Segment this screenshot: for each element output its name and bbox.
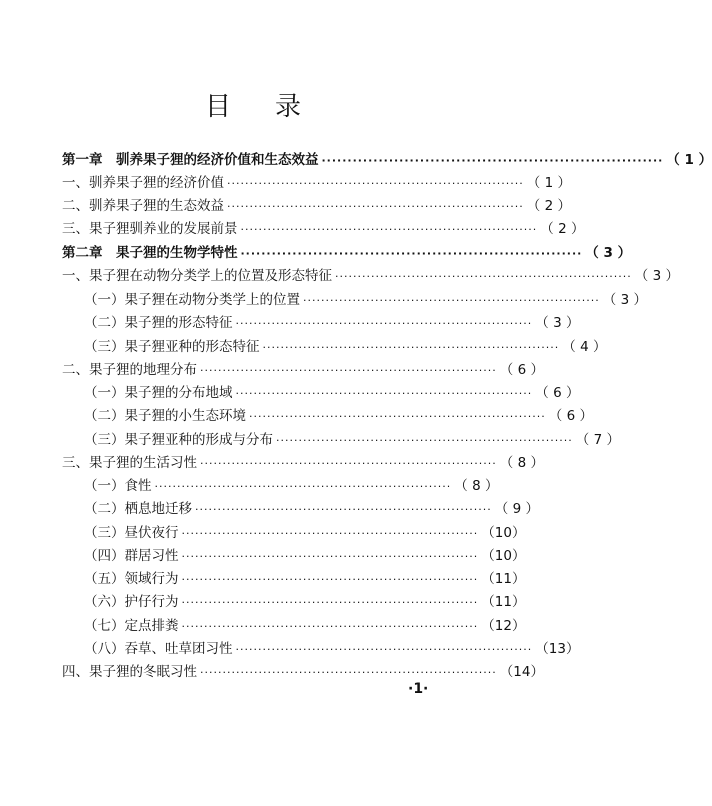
toc-subsection-entry[interactable] — [0, 288, 647, 308]
toc-entry-label: （三）果子狸亚种的形成与分布 — [84, 432, 273, 448]
toc-subsection-entry[interactable] — [0, 544, 526, 564]
toc-entry-label: （七）定点排粪 — [84, 618, 179, 634]
toc-subsection-entry[interactable] — [0, 590, 526, 610]
toc-subsection-entry[interactable] — [0, 497, 539, 517]
toc-entry-page: （ 6 ） — [535, 385, 580, 401]
toc-entry-label: （三）昼伏夜行 — [84, 525, 179, 541]
toc-entry-label: 二、果子狸的地理分布 — [62, 362, 197, 378]
page-folio: ·1· — [408, 681, 429, 697]
toc-title-char-1: 目 — [204, 92, 231, 122]
toc-subsection-entry[interactable] — [0, 428, 620, 448]
toc-entry-label: （二）果子狸的形态特征 — [84, 315, 233, 331]
toc-entry-page: （ 1 ） — [666, 152, 712, 168]
toc-entry-label: （四）群居习性 — [84, 548, 179, 564]
toc-title — [0, 86, 506, 123]
toc-entry-page: （ 7 ） — [575, 432, 620, 448]
toc-entry-page: （ 2 ） — [540, 221, 585, 237]
dot-leader: ·································································· — [249, 410, 546, 423]
dot-leader: ·································································· — [303, 294, 600, 307]
toc-entry-label: 二、驯养果子狸的生态效益 — [62, 198, 224, 214]
toc-entry-page: （ 3 ） — [602, 292, 647, 308]
toc-subsection-entry[interactable] — [0, 381, 580, 401]
toc-entry-page: （ 4 ） — [562, 339, 607, 355]
dot-leader: ·································································· — [200, 364, 497, 377]
dot-leader: ·································································· — [181, 596, 479, 609]
dot-leader: ·································································· — [235, 317, 533, 330]
toc-entry-label: 第二章 果子狸的生物学特性 — [62, 245, 238, 261]
toc-entry-page: （10） — [481, 548, 526, 564]
dot-leader: ·································································· — [181, 573, 479, 586]
toc-entry-page: （ 6 ） — [548, 408, 593, 424]
dot-leader: ·································································· — [181, 550, 479, 563]
toc-entry-label: 一、驯养果子狸的经济价值 — [62, 175, 224, 191]
dot-leader: ·································································· — [227, 177, 524, 190]
toc-section-entry[interactable] — [0, 451, 544, 471]
dot-leader: ·································································· — [240, 247, 583, 260]
dot-leader: ·································································· — [235, 643, 533, 656]
dot-leader: ·································································· — [262, 341, 560, 354]
toc-entry-page: （ 6 ） — [499, 362, 544, 378]
toc-entry-page: （ 9 ） — [494, 501, 539, 517]
dot-leader: ·································································· — [200, 457, 497, 470]
toc-entry-label: 第一章 驯养果子狸的经济价值和生态效益 — [62, 152, 319, 168]
toc-entry-label: （二）果子狸的小生态环境 — [84, 408, 246, 424]
dot-leader: ·································································· — [227, 200, 524, 213]
dot-leader: ·································································· — [321, 154, 664, 167]
toc-subsection-entry[interactable] — [0, 567, 526, 587]
toc-entry-label: 四、果子狸的冬眠习性 — [62, 664, 197, 680]
toc-entry-label: 三、果子狸驯养业的发展前景 — [62, 221, 238, 237]
toc-section-entry[interactable] — [0, 171, 571, 191]
toc-entry-label: （八）吞草、吐草团习性 — [84, 641, 233, 657]
toc-subsection-entry[interactable] — [0, 335, 607, 355]
toc-subsection-entry[interactable] — [0, 521, 526, 541]
toc-entry-page: （ 8 ） — [454, 478, 499, 494]
toc-entry-page: （13） — [535, 641, 580, 657]
dot-leader: ·································································· — [335, 270, 632, 283]
dot-leader: ·································································· — [181, 620, 479, 633]
toc-section-entry[interactable] — [0, 194, 571, 214]
toc-entry-page: （ 3 ） — [634, 268, 679, 284]
toc-entry-label: （二）栖息地迁移 — [84, 501, 192, 517]
toc-entry-page: （10） — [481, 525, 526, 541]
toc-entry-page: （ 8 ） — [499, 455, 544, 471]
toc-entry-page: （ 1 ） — [526, 175, 571, 191]
toc-chapter-entry[interactable] — [0, 148, 712, 168]
dot-leader: ·································································· — [195, 503, 492, 516]
toc-entry-page: （ 2 ） — [526, 198, 571, 214]
dot-leader: ·································································· — [200, 666, 497, 679]
toc-subsection-entry[interactable] — [0, 311, 580, 331]
toc-subsection-entry[interactable] — [0, 637, 580, 657]
toc-title-char-2: 录 — [275, 92, 302, 122]
toc-subsection-entry[interactable] — [0, 614, 526, 634]
toc-section-entry[interactable] — [0, 660, 544, 680]
toc-entry-label: （五）领域行为 — [84, 571, 179, 587]
toc-entry-label: （六）护仔行为 — [84, 594, 179, 610]
toc-section-entry[interactable] — [0, 358, 544, 378]
toc-entry-page: （ 3 ） — [585, 245, 632, 261]
toc-chapter-entry[interactable] — [0, 241, 632, 261]
toc-entry-label: （一）果子狸在动物分类学上的位置 — [84, 292, 300, 308]
dot-leader: ·································································· — [276, 434, 573, 447]
toc-entry-page: （ 3 ） — [535, 315, 580, 331]
toc-entry-page: （11） — [481, 594, 526, 610]
toc-subsection-entry[interactable] — [0, 404, 593, 424]
toc-entry-label: （一）食性 — [84, 478, 152, 494]
dot-leader: ·································································· — [154, 480, 452, 493]
toc-section-entry[interactable] — [0, 217, 585, 237]
dot-leader: ·································································· — [240, 223, 538, 236]
toc-entry-label: 三、果子狸的生活习性 — [62, 455, 197, 471]
toc-entry-page: （11） — [481, 571, 526, 587]
toc-entry-page: （14） — [499, 664, 544, 680]
toc-entry-label: （三）果子狸亚种的形态特征 — [84, 339, 260, 355]
dot-leader: ·································································· — [181, 527, 479, 540]
toc-subsection-entry[interactable] — [0, 474, 499, 494]
toc-entry-label: （一）果子狸的分布地域 — [84, 385, 233, 401]
toc-section-entry[interactable] — [0, 264, 679, 284]
toc-entry-label: 一、果子狸在动物分类学上的位置及形态特征 — [62, 268, 332, 284]
toc-entry-page: （12） — [481, 618, 526, 634]
dot-leader: ·································································· — [235, 387, 533, 400]
